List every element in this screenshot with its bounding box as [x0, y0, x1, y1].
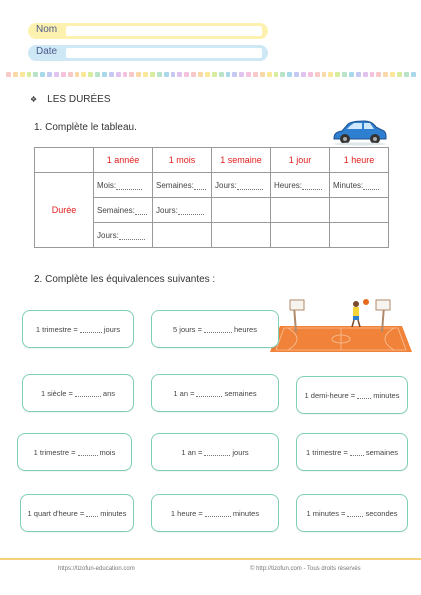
equivalence-card[interactable] [296, 376, 408, 414]
equivalence-card[interactable] [20, 494, 134, 532]
color-dot [226, 72, 231, 77]
color-dot [198, 72, 203, 77]
color-dot [335, 72, 340, 77]
color-dot [301, 72, 306, 77]
card-text-before: 1 quart d'heure = [27, 508, 85, 518]
question-2-label: 2. Complète les équivalences suivantes : [34, 274, 216, 285]
color-dot [75, 72, 80, 77]
color-dot [20, 72, 25, 77]
nom-input[interactable] [66, 26, 262, 36]
cell-label: Jours: [97, 230, 119, 240]
question-1-label: 1. Complète le tableau. [34, 122, 137, 133]
date-input[interactable] [66, 48, 262, 58]
color-dot [171, 72, 176, 77]
color-dot [129, 72, 134, 77]
table-row [35, 173, 389, 198]
equivalence-card[interactable] [17, 433, 132, 471]
header-cell: 1 année [94, 148, 153, 173]
color-dot [349, 72, 354, 77]
color-dot [376, 72, 381, 77]
color-dot [164, 72, 169, 77]
color-dot [27, 72, 32, 77]
blank-line[interactable] [237, 181, 263, 190]
blank-line[interactable] [302, 181, 322, 190]
color-dot [143, 72, 148, 77]
color-dot [363, 72, 368, 77]
empty-cell [153, 223, 212, 248]
blank-line[interactable] [78, 449, 98, 456]
color-dot [68, 72, 73, 77]
color-dot [274, 72, 279, 77]
answer-cell[interactable] [330, 173, 389, 198]
color-dot [6, 72, 11, 77]
card-text-after: heures [234, 324, 257, 334]
blank-line[interactable] [178, 206, 204, 215]
color-dot [383, 72, 388, 77]
color-dot [54, 72, 59, 77]
card-text-before: 1 an = [181, 447, 203, 457]
card-text-after: ans [102, 388, 115, 398]
blank-line[interactable] [357, 392, 371, 399]
card-text-before: 5 jours = [173, 324, 203, 334]
color-dot [81, 72, 86, 77]
color-dot [260, 72, 265, 77]
empty-cell [212, 198, 271, 223]
blank-line[interactable] [86, 510, 98, 517]
card-text-before: 1 trimestre = [306, 447, 348, 457]
blank-line[interactable] [75, 390, 101, 397]
blank-line[interactable] [80, 326, 102, 333]
card-text-after: minutes [232, 508, 260, 518]
card-text-after: jours [232, 447, 249, 457]
color-dot [397, 72, 402, 77]
blank-line[interactable] [196, 390, 222, 397]
section-heading [30, 94, 111, 105]
color-dot [109, 72, 114, 77]
card-text-before: 1 minutes = [306, 508, 346, 518]
color-dot [33, 72, 38, 77]
blank-line[interactable] [363, 181, 379, 190]
color-dot [47, 72, 52, 77]
date-field[interactable] [28, 45, 268, 61]
answer-cell[interactable] [94, 223, 153, 248]
durations-table [34, 147, 389, 248]
color-dot [322, 72, 327, 77]
card-text-before: 1 demi-heure = [304, 390, 356, 400]
header-cell: 1 heure [330, 148, 389, 173]
header-cell: 1 jour [271, 148, 330, 173]
blank-line[interactable] [116, 181, 142, 190]
color-dot [136, 72, 141, 77]
equivalence-card[interactable] [151, 374, 279, 412]
color-dot [294, 72, 299, 77]
color-dot [356, 72, 361, 77]
color-dot [239, 72, 244, 77]
table-header-row [35, 148, 389, 173]
color-dot [267, 72, 272, 77]
date-label: Date [36, 46, 58, 57]
color-dot [328, 72, 333, 77]
cell-label: Semaines: [156, 180, 194, 190]
color-dot [315, 72, 320, 77]
nom-field[interactable] [28, 23, 268, 39]
answer-cell[interactable] [153, 198, 212, 223]
answer-cell[interactable] [212, 173, 271, 198]
card-text-after: semaines [224, 388, 257, 398]
color-dot [13, 72, 18, 77]
card-text-after: secondes [365, 508, 398, 518]
diamond-bullet-icon: ❖ [30, 95, 38, 104]
color-dot [411, 72, 416, 77]
equivalence-card[interactable] [296, 494, 408, 532]
nom-label: Nom [36, 24, 58, 35]
color-dot [404, 72, 409, 77]
color-dot [246, 72, 251, 77]
color-dot [287, 72, 292, 77]
color-dot [88, 72, 93, 77]
row-label-duree: Durée [35, 173, 94, 248]
color-dot [123, 72, 128, 77]
equivalence-card[interactable] [22, 310, 134, 348]
cell-label: Jours: [215, 180, 237, 190]
card-text-after: minutes [373, 390, 400, 400]
color-dot [308, 72, 313, 77]
card-text-before: 1 heure = [170, 508, 203, 518]
answer-cell[interactable] [271, 173, 330, 198]
basketball-court-icon [270, 296, 412, 354]
blank-line[interactable] [350, 449, 364, 456]
color-dot [253, 72, 258, 77]
answer-cell[interactable] [94, 198, 153, 223]
color-dot [370, 72, 375, 77]
blank-line[interactable] [204, 326, 232, 333]
blank-line[interactable] [347, 510, 363, 517]
color-dot [40, 72, 45, 77]
blank-line[interactable] [194, 181, 206, 190]
color-dot [95, 72, 100, 77]
section-title: LES DURÉES [47, 94, 111, 105]
color-dot [116, 72, 121, 77]
answer-cell[interactable] [94, 173, 153, 198]
color-dot [212, 72, 217, 77]
color-dot [280, 72, 285, 77]
color-dot [342, 72, 347, 77]
equivalence-card[interactable] [151, 433, 279, 471]
equivalence-card[interactable] [151, 494, 279, 532]
color-dot [232, 72, 237, 77]
footer-divider [0, 558, 421, 560]
cell-label: Heures: [274, 180, 303, 190]
cell-label: Semaines: [97, 205, 135, 215]
empty-cell [330, 223, 389, 248]
color-dot [184, 72, 189, 77]
card-text-before: 1 trimestre = [35, 324, 78, 334]
footer-copyright: © http://tizofun.com - Tous droits réservés [250, 566, 361, 572]
card-text-after: semaines [365, 447, 398, 457]
card-text-before: 1 an = [173, 388, 195, 398]
blank-line[interactable] [119, 231, 145, 240]
answer-cell[interactable] [153, 173, 212, 198]
empty-cell [271, 198, 330, 223]
card-text-after: mois [99, 447, 116, 457]
footer-link[interactable]: https://tizofun-education.com [58, 566, 135, 572]
empty-corner-cell [35, 148, 94, 173]
equivalence-card[interactable] [22, 374, 134, 412]
blank-line[interactable] [135, 206, 147, 215]
color-dot [390, 72, 395, 77]
card-text-after: minutes [100, 508, 127, 518]
header-cell: 1 semaine [212, 148, 271, 173]
color-dot [219, 72, 224, 77]
color-dot [150, 72, 155, 77]
card-text-before: 1 trimestre = [33, 447, 76, 457]
color-dot [61, 72, 66, 77]
card-text-before: 1 siècle = [41, 388, 73, 398]
color-dot [205, 72, 210, 77]
cell-label: Mois: [97, 180, 117, 190]
equivalence-card[interactable] [151, 310, 279, 348]
cell-label: Jours: [156, 205, 178, 215]
blank-line[interactable] [204, 449, 230, 456]
card-text-after: jours [103, 324, 121, 334]
color-dot [102, 72, 107, 77]
empty-cell [330, 198, 389, 223]
empty-cell [271, 223, 330, 248]
decorative-dot-strip [6, 72, 416, 78]
cell-label: Minutes: [333, 180, 364, 190]
color-dot [157, 72, 162, 77]
color-dot [177, 72, 182, 77]
equivalence-card[interactable] [296, 433, 408, 471]
empty-cell [212, 223, 271, 248]
header-cell: 1 mois [153, 148, 212, 173]
color-dot [191, 72, 196, 77]
blank-line[interactable] [205, 510, 231, 517]
car-icon [330, 118, 388, 146]
